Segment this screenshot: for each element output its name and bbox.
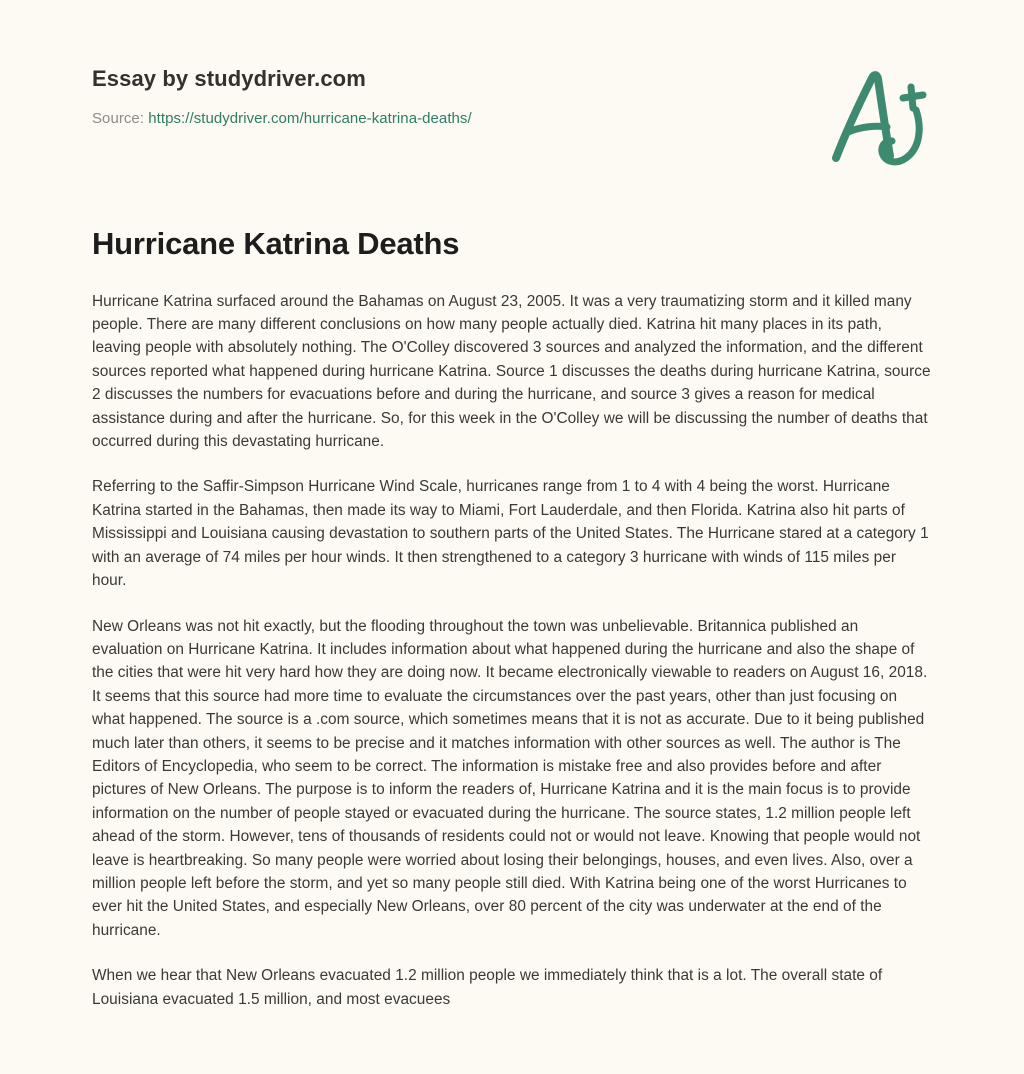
article-body — [92, 264, 932, 1011]
article-paragraph: Hurricane Katrina surfaced around the Bahamas on August 23, 2005. It was a very traumatizing storm and it killed many people. There are many different conclusions on how many people actually died. Katrina hit many places in its path, leaving people with absolutely nothing. The O'Colley discovered 3 sources and analyzed the information, and the different sources reported what happened during hurricane Katrina. Source 1 discusses the deaths during hurricane Katrina, source 2 discusses the numbers for evacuations before and during the hurricane, and source 3 gives a reason for medical assistance during and after the hurricane. So, for this week in the O'Colley we will be discussing the number of deaths that occurred during this devastating hurricane. — [92, 292, 931, 451]
article-paragraph: New Orleans was not hit exactly, but the flooding throughout the town was unbelievable. Britannica published an evaluation on Hurricane Katrina. It includes information about what happened during the hurricane and also the shape of the cities that were hit very hard how they are doing now. It became electronically viewable to readers on August 16, 2018. It seems that this source had more time to evaluate the circumstances over the past years, other than just focusing on what happened. The source is a .com source, which sometimes means that it is not as accurate. Due to it being published much later than others, it seems to be precise and it matches information with other sources as well. The author is The Editors of Encyclopedia, who seem to be correct. The information is mistake free and also provides before and after pictures of New Orleans. The purpose is to inform the readers of, Hurricane Katrina and it is the main focus is to provide information on the number of people stayed or evacuated during the hurricane. The source states, 1.2 million people left ahead of the storm. However, tens of thousands of residents could not or would not leave. Knowing that people would not leave is heartbreaking. So many people were worried about losing their belongings, houses, and even lives. Also, over a million people left before the storm, and yet so many people still died. With Katrina being one of the worst Hurricanes to ever hit the United States, and especially New Orleans, over 80 percent of the city was underwater at the end of the hurricane. — [92, 617, 928, 939]
source-label: Source: — [92, 110, 149, 128]
source-line — [92, 109, 932, 129]
essay-by-heading: Essay by studydriver.com — [92, 66, 366, 91]
article-paragraph: When we hear that New Orleans evacuated 1.2 million people we immediately think that is a lot. The overall state of Louisiana evacuated 1.5 million, and most evacuees — [92, 967, 883, 1008]
page-header — [92, 0, 932, 129]
studydriver-a-plus-logo — [824, 66, 932, 170]
source-url-link[interactable]: https://studydriver.com/hurricane-katrina-deaths/ — [148, 110, 472, 128]
article-paragraph: Referring to the Saffir-Simpson Hurricane Wind Scale, hurricanes range from 1 to 4 with 4 being the worst. Hurricane Katrina started in the Bahamas, then made its way to Miami, Fort Lauderdale, and then Florida. Katrina also hit parts of Mississippi and Louisiana causing devastation to southern parts of the United States. The Hurricane stared at a category 1 with an average of 74 miles per hour winds. It then strengthened to a category 3 hurricane with winds of 115 miles per hour. — [92, 478, 929, 590]
page-title: Hurricane Katrina Deaths — [92, 225, 460, 261]
